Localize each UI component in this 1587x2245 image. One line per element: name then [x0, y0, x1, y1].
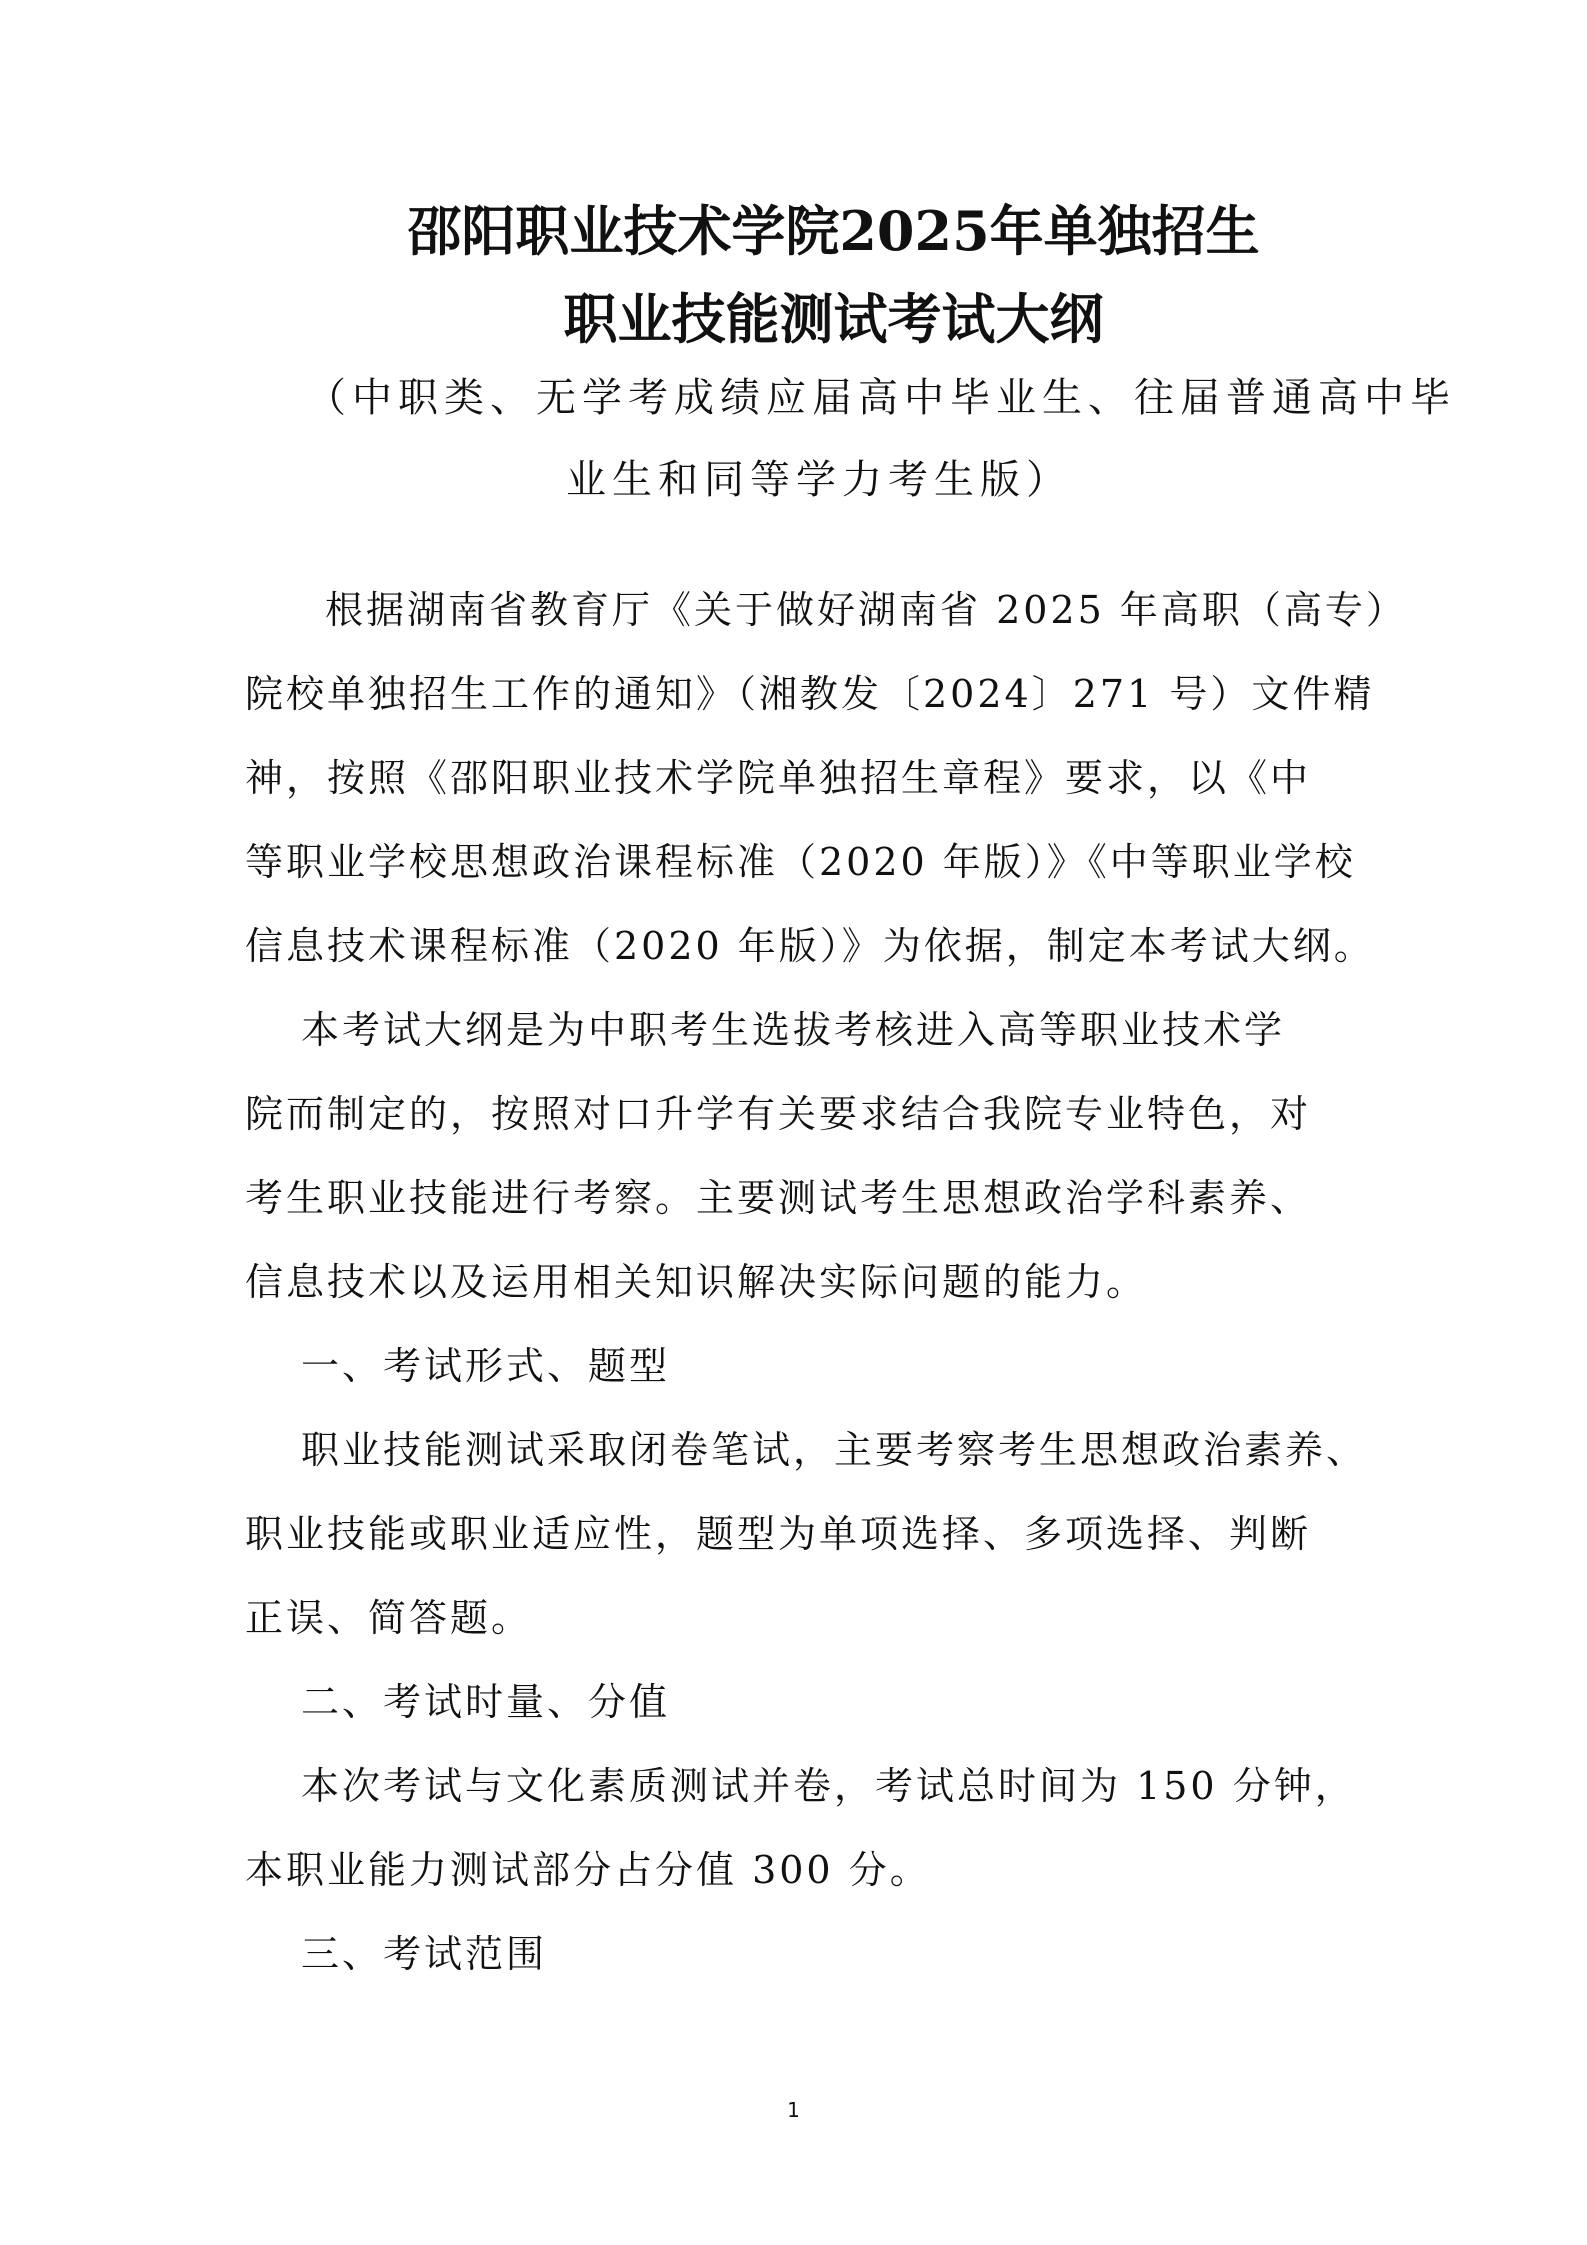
section-heading-exam-scope	[245, 1912, 1375, 1996]
document-subtitle-line-2: 业生和同等学力考生版）	[566, 457, 1072, 503]
paragraph-line: 考生职业技能进行考察。主要测试考生思想政治学科素养、	[245, 1176, 1312, 1220]
paragraph-line: 职业技能测试采取闭卷笔试，主要考察考生思想政治素养、	[301, 1428, 1368, 1472]
section-heading-text: 三、考试范围	[301, 1932, 548, 1976]
paragraph-line: 院而制定的，按照对口升学有关要求结合我院专业特色，对	[245, 1092, 1312, 1136]
paragraph-basis	[245, 568, 1407, 988]
paragraph-line: 本考试大纲是为中职考生选拔考核进入高等职业技术学	[301, 1008, 1286, 1052]
paragraph-line: 根据湖南省教育厅《关于做好湖南省 2025 年高职（高专）	[325, 588, 1407, 632]
paragraph-line: 职业技能或职业适应性，题型为单项选择、多项选择、判断	[245, 1512, 1312, 1556]
paragraph-purpose	[245, 988, 1375, 1324]
paragraph-line: 正误、简答题。	[245, 1596, 533, 1640]
document-title-line-1: 邵阳职业技术学院2025年单独招生	[407, 199, 1260, 263]
paragraph-line: 本职业能力测试部分占分值 300 分。	[245, 1848, 931, 1892]
page-number: 1	[787, 2098, 800, 2122]
paragraph-exam-time	[245, 1744, 1375, 1912]
paragraph-line: 信息技术课程标准（2020 年版）》为依据，制定本考试大纲。	[245, 924, 1375, 968]
paragraph-line: 信息技术以及运用相关知识解决实际问题的能力。	[245, 1260, 1148, 1304]
section-heading-text: 二、考试时量、分值	[301, 1680, 671, 1724]
section-heading-exam-format	[245, 1324, 1375, 1408]
paragraph-line: 神，按照《邵阳职业技术学院单独招生章程》要求，以《中	[245, 756, 1312, 800]
paragraph-line: 院校单独招生工作的通知》（湘教发〔2024〕271 号）文件精	[245, 672, 1375, 716]
paragraph-line: 等职业学校思想政治课程标准（2020 年版）》《中等职业学校	[245, 840, 1356, 884]
section-heading-text: 一、考试形式、题型	[301, 1344, 671, 1388]
paragraph-exam-format	[245, 1408, 1375, 1660]
document-subtitle-line-1: （中职类、无学考成绩应届高中毕业生、往届普通高中毕	[306, 375, 1456, 421]
section-heading-exam-time	[245, 1660, 1375, 1744]
document-title-line-2: 职业技能测试考试大纲	[563, 287, 1104, 351]
paragraph-line: 本次考试与文化素质测试并卷，考试总时间为 150 分钟，	[301, 1764, 1356, 1808]
